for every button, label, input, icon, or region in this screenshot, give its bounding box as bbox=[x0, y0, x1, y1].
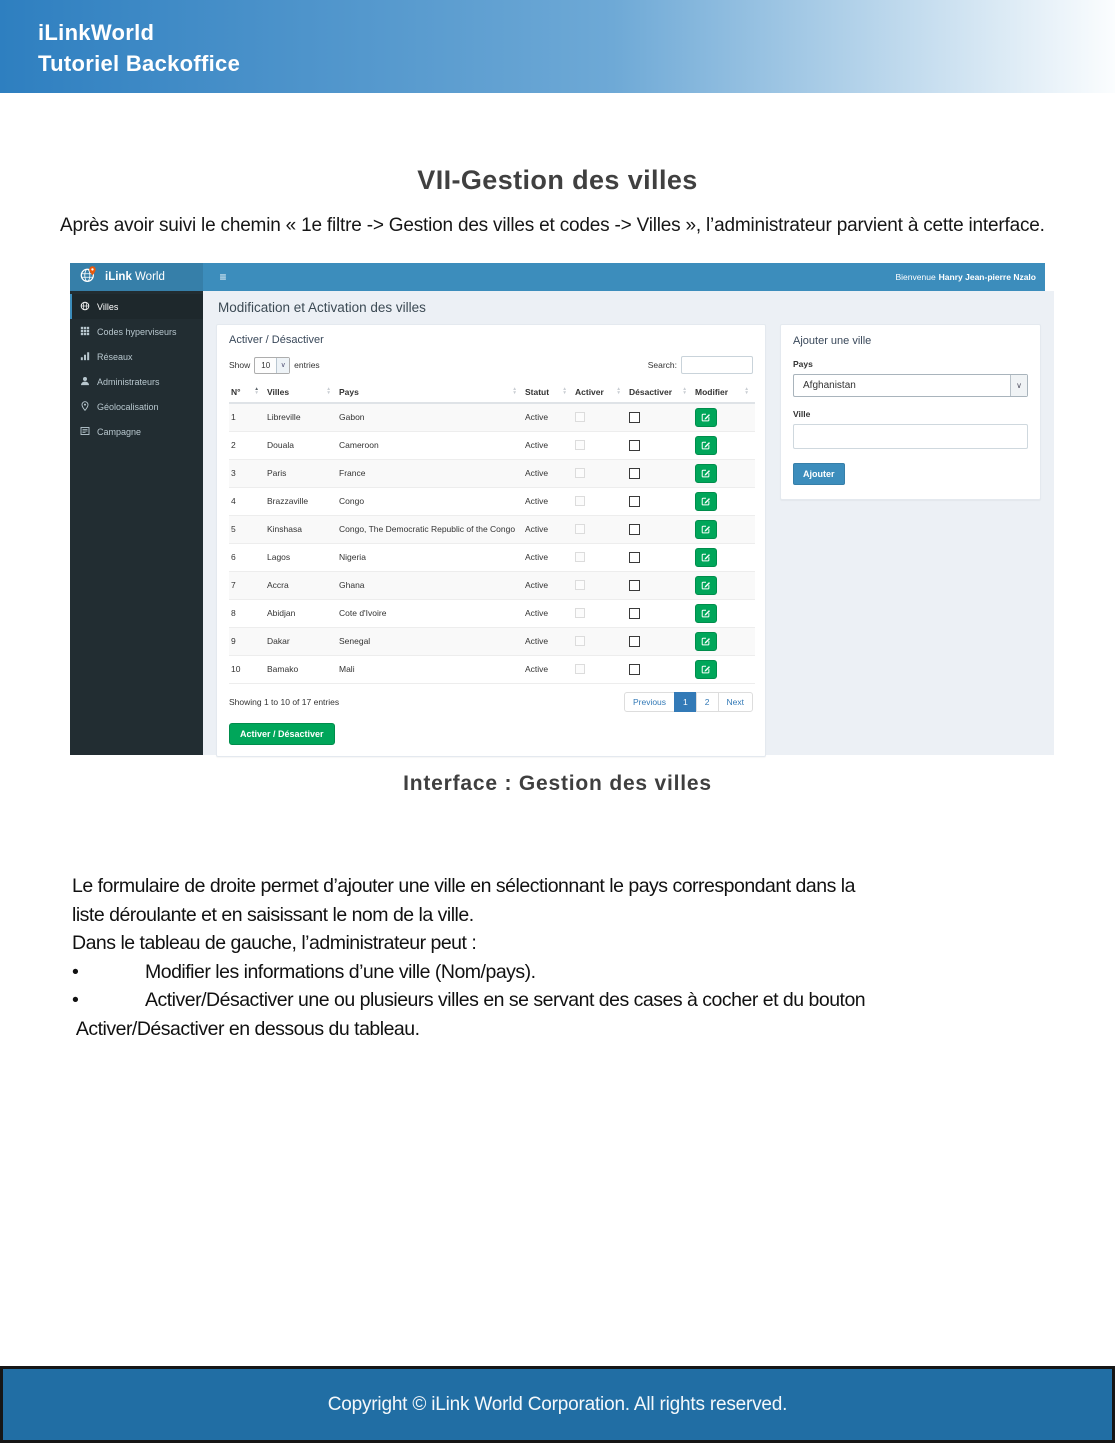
ville-label: Ville bbox=[793, 409, 811, 419]
activer-checkbox[interactable] bbox=[575, 440, 585, 450]
cell-statut: Active bbox=[523, 627, 573, 655]
cell-pays: Nigeria bbox=[337, 543, 523, 571]
column-header-n-[interactable] bbox=[229, 383, 265, 403]
edit-row-button[interactable] bbox=[695, 436, 717, 455]
bullet-glyph: • bbox=[72, 989, 79, 1011]
intro-paragraph: Après avoir suivi le chemin « 1e filtre -> Gestion des villes et codes -> Villes », l’administrateur parvient à cette interface. bbox=[60, 215, 1045, 236]
page-title: VII-Gestion des villes bbox=[417, 165, 698, 195]
activer-desactiver-panel bbox=[216, 324, 766, 757]
cell-pays: Ghana bbox=[337, 571, 523, 599]
activer-checkbox[interactable] bbox=[575, 412, 585, 422]
cell-statut: Active bbox=[523, 403, 573, 431]
pagination-next[interactable]: Next bbox=[718, 692, 753, 712]
ville-input[interactable] bbox=[793, 424, 1028, 449]
ajouter-button[interactable]: Ajouter bbox=[793, 463, 845, 485]
desactiver-checkbox[interactable] bbox=[629, 636, 640, 647]
pagination-1[interactable]: 1 bbox=[674, 692, 697, 712]
cell-modifier bbox=[693, 459, 755, 487]
navbar-spacer bbox=[243, 263, 896, 291]
sort-icon: ▲ ▼ bbox=[562, 387, 567, 396]
sidebar-toggle-menu-icon[interactable]: ≡ bbox=[219, 270, 227, 284]
cell-desactiver bbox=[627, 403, 693, 431]
cell-numero: 3 bbox=[229, 459, 265, 487]
cell-desactiver bbox=[627, 459, 693, 487]
chevron-down-icon: ∨ bbox=[1010, 375, 1027, 396]
cell-numero: 10 bbox=[229, 655, 265, 683]
banner-line1: iLinkWorld bbox=[38, 20, 155, 45]
column-header-activer[interactable] bbox=[573, 383, 627, 403]
desactiver-checkbox[interactable] bbox=[629, 496, 640, 507]
line-text: Modifier les informations d’une ville (Nom/pays). bbox=[145, 960, 536, 983]
pagination-previous[interactable]: Previous bbox=[624, 692, 675, 712]
line-text: Activer/Désactiver en dessous du tableau. bbox=[72, 1017, 420, 1040]
activer-checkbox[interactable] bbox=[575, 636, 585, 646]
sort-icon: ▲ ▼ bbox=[326, 387, 331, 396]
column-header-label: Modifier bbox=[695, 387, 729, 397]
sidebar-item-label: Administrateurs bbox=[97, 376, 160, 387]
top-navbar bbox=[70, 263, 1045, 291]
user-icon bbox=[80, 376, 90, 388]
cell-modifier bbox=[693, 431, 755, 459]
column-header-label: Activer bbox=[575, 387, 604, 397]
sidebar-item-label: Géolocalisation bbox=[97, 401, 159, 412]
text-line bbox=[72, 901, 1075, 930]
cell-ville: Dakar bbox=[265, 627, 337, 655]
cell-statut: Active bbox=[523, 543, 573, 571]
table-row bbox=[229, 403, 755, 431]
sort-icon: ▲ ▼ bbox=[512, 387, 517, 396]
cell-desactiver bbox=[627, 599, 693, 627]
globe-icon bbox=[80, 301, 90, 313]
cell-activer bbox=[573, 599, 627, 627]
desactiver-checkbox[interactable] bbox=[629, 608, 640, 619]
cell-statut: Active bbox=[523, 431, 573, 459]
edit-row-button[interactable] bbox=[695, 604, 717, 623]
activer-desactiver-button[interactable]: Activer / Désactiver bbox=[229, 723, 335, 745]
cell-desactiver bbox=[627, 627, 693, 655]
text-line bbox=[72, 929, 1075, 958]
table-row bbox=[229, 487, 755, 515]
cell-desactiver bbox=[627, 431, 693, 459]
cell-desactiver bbox=[627, 655, 693, 683]
user-name: Hanry Jean-pierre Nzalo bbox=[938, 272, 1036, 282]
cell-activer bbox=[573, 571, 627, 599]
cell-modifier bbox=[693, 571, 755, 599]
entries-select[interactable]: 10 ∨ bbox=[254, 357, 290, 374]
table-row bbox=[229, 543, 755, 571]
activer-checkbox[interactable] bbox=[575, 496, 585, 506]
sidebar-item-r-seaux[interactable] bbox=[70, 344, 203, 369]
app-logo[interactable] bbox=[70, 263, 203, 291]
column-header-d-sactiver[interactable] bbox=[627, 383, 693, 403]
cell-desactiver bbox=[627, 487, 693, 515]
sort-icon: ▲ ▼ bbox=[682, 387, 687, 396]
column-header-modifier[interactable] bbox=[693, 383, 755, 403]
desactiver-checkbox[interactable] bbox=[629, 552, 640, 563]
cell-numero: 5 bbox=[229, 515, 265, 543]
th-icon bbox=[80, 326, 90, 338]
line-text: Le formulaire de droite permet d’ajouter une ville en sélectionnant le pays correspondant dans la bbox=[72, 875, 855, 897]
cell-desactiver bbox=[627, 515, 693, 543]
sidebar-item-codes-hyperviseurs[interactable] bbox=[70, 319, 203, 344]
sort-icon: ▲ ▼ bbox=[744, 387, 749, 396]
edit-icon bbox=[701, 438, 711, 453]
sidebar-item-label: Réseaux bbox=[97, 351, 133, 362]
search-control bbox=[648, 356, 753, 374]
chevron-down-icon: ∨ bbox=[276, 358, 289, 373]
edit-row-button[interactable] bbox=[695, 464, 717, 483]
cell-activer bbox=[573, 487, 627, 515]
edit-row-button[interactable] bbox=[695, 632, 717, 651]
signal-icon bbox=[80, 351, 90, 363]
document-header-banner bbox=[0, 0, 1115, 93]
sidebar-item-villes[interactable] bbox=[70, 294, 203, 319]
table-row bbox=[229, 515, 755, 543]
activer-checkbox[interactable] bbox=[575, 524, 585, 534]
column-header-pays[interactable] bbox=[337, 383, 523, 403]
cell-statut: Active bbox=[523, 487, 573, 515]
edit-icon bbox=[701, 522, 711, 537]
cell-numero: 8 bbox=[229, 599, 265, 627]
cell-numero: 7 bbox=[229, 571, 265, 599]
desactiver-checkbox[interactable] bbox=[629, 440, 640, 451]
table-row bbox=[229, 627, 755, 655]
edit-icon bbox=[701, 466, 711, 481]
edit-icon bbox=[701, 662, 711, 677]
search-label: Search: bbox=[647, 360, 677, 370]
edit-row-button[interactable] bbox=[695, 408, 717, 427]
cell-activer bbox=[573, 655, 627, 683]
cell-ville: Abidjan bbox=[265, 599, 337, 627]
bullet-line bbox=[72, 958, 1075, 987]
bullet-line bbox=[72, 986, 1075, 1015]
desactiver-checkbox[interactable] bbox=[629, 524, 640, 535]
text-line bbox=[72, 872, 1075, 901]
cell-numero: 2 bbox=[229, 431, 265, 459]
figure-caption: Interface : Gestion des villes bbox=[403, 772, 712, 795]
desactiver-checkbox[interactable] bbox=[629, 468, 640, 479]
line-text: Activer/Désactiver une ou plusieurs villes en se servant des cases à cocher et du bouton bbox=[145, 989, 866, 1011]
backoffice-screenshot bbox=[70, 263, 1045, 755]
cell-modifier bbox=[693, 627, 755, 655]
desactiver-checkbox[interactable] bbox=[629, 664, 640, 675]
sort-icon: ▲ ▼ bbox=[254, 387, 259, 396]
cell-modifier bbox=[693, 655, 755, 683]
welcome-message: Bienvenue Hanry Jean-pierre Nzalo bbox=[895, 272, 1036, 282]
edit-icon bbox=[701, 634, 711, 649]
cell-statut: Active bbox=[523, 599, 573, 627]
edit-icon bbox=[701, 606, 711, 621]
cell-pays: Cote d'Ivoire bbox=[337, 599, 523, 627]
edit-icon bbox=[701, 410, 711, 425]
column-header-villes[interactable] bbox=[265, 383, 337, 403]
showing-entries-text: Showing 1 to 10 of 17 entries bbox=[229, 696, 340, 707]
activer-checkbox[interactable] bbox=[575, 608, 585, 618]
desactiver-checkbox[interactable] bbox=[629, 580, 640, 591]
add-panel-title: Ajouter une ville bbox=[793, 335, 872, 347]
column-header-label: N° bbox=[231, 387, 241, 397]
content-heading: Modification et Activation des villes bbox=[218, 300, 426, 315]
cell-numero: 9 bbox=[229, 627, 265, 655]
sidebar-item-label: Villes bbox=[97, 301, 119, 312]
cell-pays: France bbox=[337, 459, 523, 487]
cell-modifier bbox=[693, 599, 755, 627]
edit-row-button[interactable] bbox=[695, 548, 717, 567]
table-row bbox=[229, 599, 755, 627]
text-line bbox=[72, 1015, 1075, 1044]
cell-ville: Bamako bbox=[265, 655, 337, 683]
edit-icon bbox=[701, 578, 711, 593]
edit-row-button[interactable] bbox=[695, 492, 717, 511]
line-text: Dans le tableau de gauche, l’administrateur peut : bbox=[72, 932, 477, 954]
cell-numero: 6 bbox=[229, 543, 265, 571]
table-row bbox=[229, 655, 755, 683]
edit-row-button[interactable] bbox=[695, 520, 717, 539]
column-header-label: Désactiver bbox=[629, 387, 673, 397]
desactiver-checkbox[interactable] bbox=[629, 412, 640, 423]
cell-activer bbox=[573, 515, 627, 543]
cell-activer bbox=[573, 431, 627, 459]
bullet-glyph: • bbox=[72, 960, 79, 983]
table-row bbox=[229, 431, 755, 459]
cell-ville: Kinshasa bbox=[265, 515, 337, 543]
globe-pin-logo-icon bbox=[79, 265, 98, 289]
cell-activer bbox=[573, 543, 627, 571]
cell-statut: Active bbox=[523, 515, 573, 543]
cell-modifier bbox=[693, 515, 755, 543]
cell-ville: Accra bbox=[265, 571, 337, 599]
table-row bbox=[229, 459, 755, 487]
cell-pays: Cameroon bbox=[337, 431, 523, 459]
cell-numero: 4 bbox=[229, 487, 265, 515]
column-header-label: Villes bbox=[267, 387, 290, 397]
activer-checkbox[interactable] bbox=[575, 468, 585, 478]
cell-activer bbox=[573, 459, 627, 487]
sidebar-item-administrateurs[interactable] bbox=[70, 369, 203, 394]
cell-modifier bbox=[693, 403, 755, 431]
column-header-statut[interactable] bbox=[523, 383, 573, 403]
cell-numero: 1 bbox=[229, 403, 265, 431]
cell-pays: Congo, The Democratic Republic of the Congo bbox=[337, 515, 523, 543]
cell-pays: Congo bbox=[337, 487, 523, 515]
edit-row-button[interactable] bbox=[695, 660, 717, 679]
table-row bbox=[229, 571, 755, 599]
cell-activer bbox=[573, 403, 627, 431]
cell-activer bbox=[573, 627, 627, 655]
sidebar-item-g-olocalisation[interactable] bbox=[70, 394, 203, 419]
cell-pays: Mali bbox=[337, 655, 523, 683]
cell-modifier bbox=[693, 543, 755, 571]
sidebar-item-label: Codes hyperviseurs bbox=[97, 326, 177, 337]
cell-ville: Lagos bbox=[265, 543, 337, 571]
ajouter-ville-panel bbox=[780, 324, 1041, 500]
villes-table bbox=[229, 383, 755, 684]
edit-icon bbox=[701, 494, 711, 509]
activer-checkbox[interactable] bbox=[575, 580, 585, 590]
show-entries-control: Show 10 ∨ entries bbox=[229, 357, 320, 374]
cell-ville: Libreville bbox=[265, 403, 337, 431]
column-header-label: Pays bbox=[339, 387, 359, 397]
cell-pays: Senegal bbox=[337, 627, 523, 655]
body-text bbox=[72, 872, 1075, 1043]
cell-pays: Gabon bbox=[337, 403, 523, 431]
pays-select[interactable] bbox=[793, 374, 1028, 397]
pagination-2[interactable]: 2 bbox=[696, 692, 719, 712]
sidebar bbox=[70, 291, 203, 755]
map-marker-icon bbox=[80, 401, 90, 413]
line-text: liste déroulante et en saisissant le nom de la ville. bbox=[72, 903, 474, 926]
cell-modifier bbox=[693, 487, 755, 515]
banner-line2: Tutoriel Backoffice bbox=[38, 51, 241, 76]
panel-title: Activer / Désactiver bbox=[229, 334, 324, 346]
activer-checkbox[interactable] bbox=[575, 664, 585, 674]
cell-ville: Douala bbox=[265, 431, 337, 459]
brand-text: iLink World bbox=[105, 271, 165, 283]
edit-row-button[interactable] bbox=[695, 576, 717, 595]
sidebar-item-campagne[interactable] bbox=[70, 419, 203, 444]
pagination bbox=[625, 692, 753, 712]
pays-selected-value: Afghanistan bbox=[803, 380, 856, 391]
column-header-label: Statut bbox=[525, 387, 550, 397]
cell-statut: Active bbox=[523, 571, 573, 599]
cell-statut: Active bbox=[523, 459, 573, 487]
sidebar-item-label: Campagne bbox=[97, 426, 142, 437]
cell-desactiver bbox=[627, 571, 693, 599]
document-footer: Copyright © iLink World Corporation. All rights reserved. bbox=[0, 1366, 1115, 1443]
cell-ville: Paris bbox=[265, 459, 337, 487]
cell-ville: Brazzaville bbox=[265, 487, 337, 515]
activer-checkbox[interactable] bbox=[575, 552, 585, 562]
content-area bbox=[203, 291, 1054, 755]
search-input[interactable] bbox=[681, 356, 753, 374]
cell-statut: Active bbox=[523, 655, 573, 683]
edit-icon bbox=[701, 550, 711, 565]
newspaper-icon bbox=[80, 426, 90, 438]
sort-icon: ▲ ▼ bbox=[616, 387, 621, 396]
cell-desactiver bbox=[627, 543, 693, 571]
pays-label: Pays bbox=[793, 359, 813, 369]
